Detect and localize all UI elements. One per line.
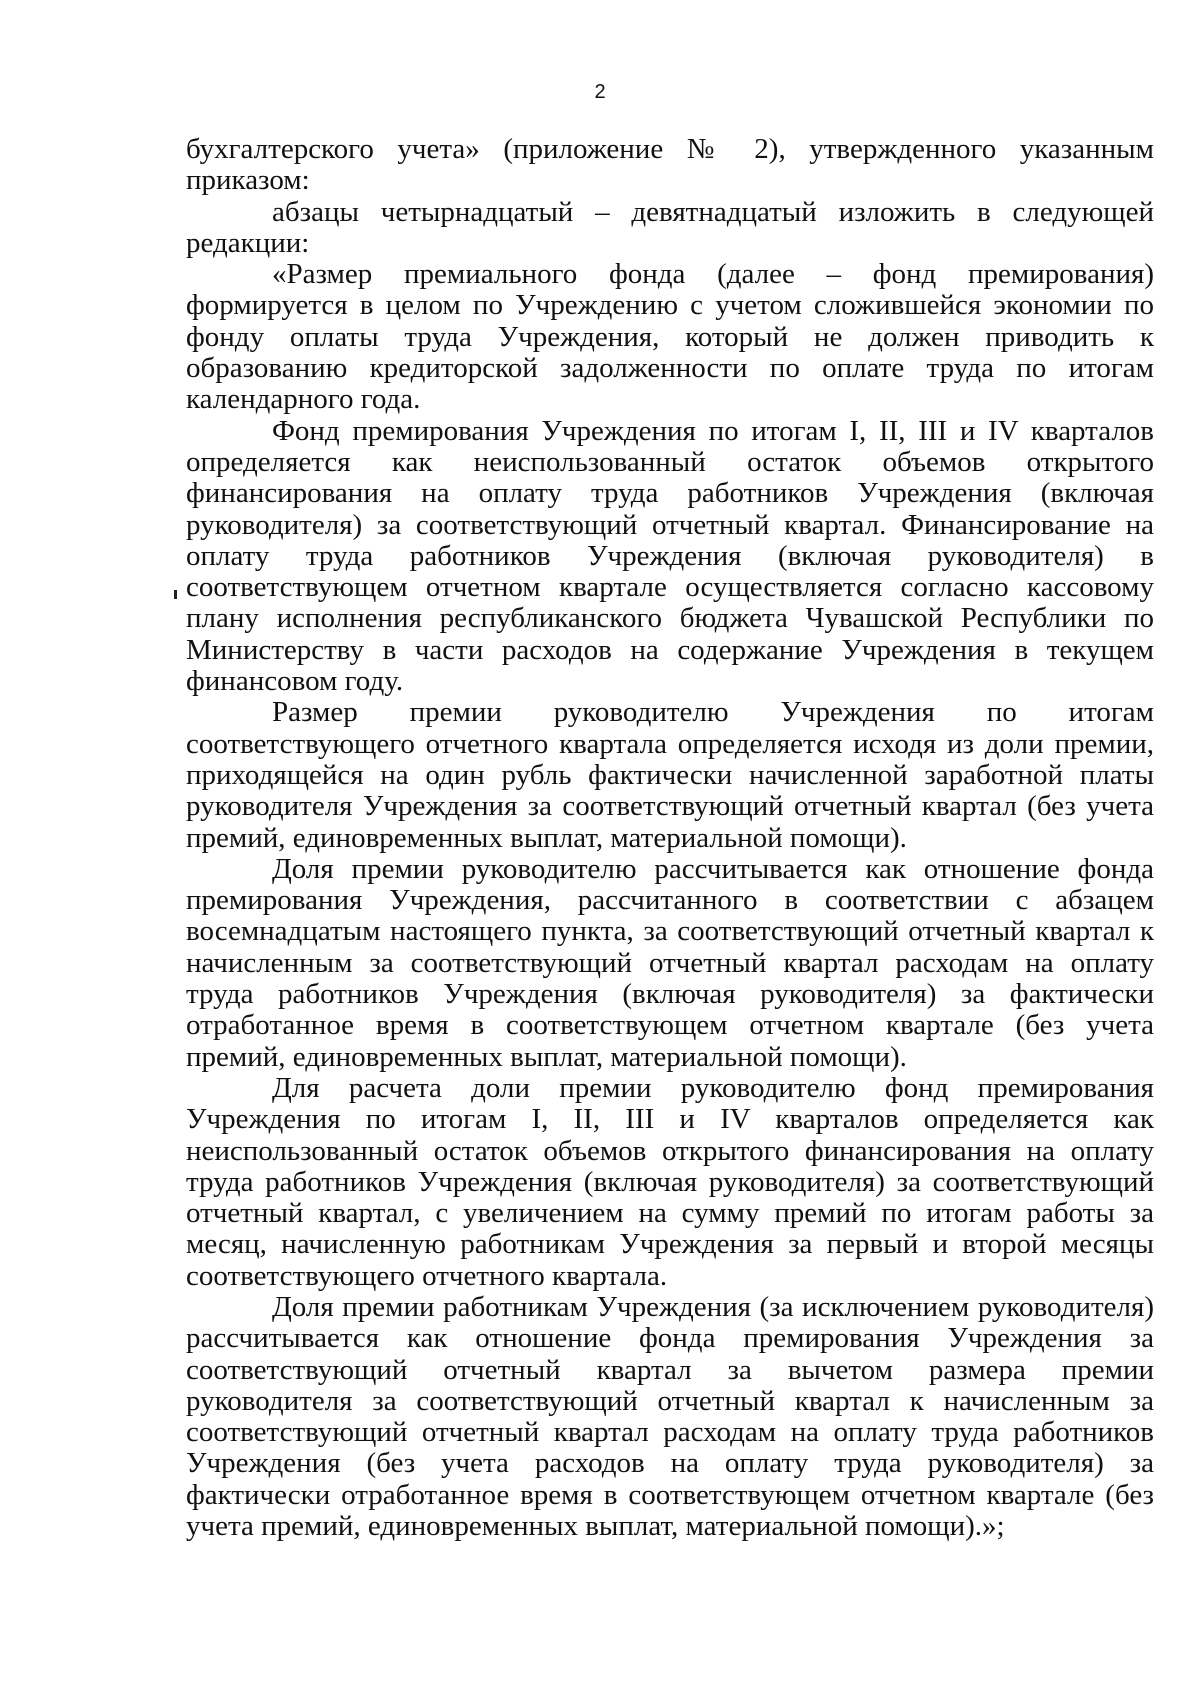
paragraph-head-share-calculation: Для расчета доли премии руководителю фонд премирования Учреждения по итогам I, II, III и IV кварталов определяется как неиспользованный остаток объемов открытого финансирования на оплату труда работников Учреждения (включая руководителя) за соответствующий отчетный квартал, с увеличением на сумму премий по итогам работы за месяц, начисленную работникам Учреждения за первый и второй месяцы соответствующего отчетного квартала. xyxy=(186,1071,1154,1292)
document-body xyxy=(186,134,1154,1542)
paragraph-bonus-fund-size: «Размер премиального фонда (далее – фонд премирования) формируется в целом по Учреждению с учетом сложившейся экономии по фонду оплаты труда Учреждения, который не должен приводить к образованию кредиторской задолженности по оплате труда по итогам календарного года. xyxy=(186,258,1154,416)
paragraph-instruction: абзацы четырнадцатый – девятнадцатый изложить в следующей редакции: xyxy=(186,195,1154,259)
page-number: 2 xyxy=(594,81,606,103)
paragraph-head-bonus-size: Размер премии руководителю Учреждения по итогам соответствующего отчетного квартала определяется исходя из доли премии, приходящейся на один рубль фактически начисленной заработной платы руководителя Учреждения за соответствующий отчетный квартал (без учета премий, единовременных выплат, материальной помощи). xyxy=(186,696,1154,854)
paragraph-staff-bonus-share: Доля премии работникам Учреждения (за исключением руководителя) рассчитывается как отношение фонда премирования Учреждения за соответствующий отчетный квартал за вычетом размера премии руководителя за соответствующий отчетный квартал к начисленным за соответствующий отчетный квартал расходам на оплату труда работников Учреждения (без учета расходов на оплату труда руководителя) за фактически отработанное время в соответствующем отчетном квартале (без учета премий, единовременных выплат, материальной помощи).»; xyxy=(186,1290,1154,1543)
scan-artifact-mark xyxy=(174,590,177,599)
paragraph-quarterly-bonus-fund: Фонд премирования Учреждения по итогам I, II, III и IV кварталов определяется как неиспользованный остаток объемов открытого финансирования на оплату труда работников Учреждения (включая руководителя) за соответствующий отчетный квартал. Финансирование на оплату труда работников Учреждения (включая руководителя) в соответствующем отчетном квартале осуществляется согласно кассовому плану исполнения республиканского бюджета Чувашской Республики по Министерству в части расходов на содержание Учреждения в текущем финансовом году. xyxy=(186,414,1154,698)
paragraph-head-bonus-share: Доля премии руководителю рассчитывается как отношение фонда премирования Учреждения, рассчитанного в соответствии с абзацем восемнадцатым настоящего пункта, за соответствующий отчетный квартал к начисленным за соответствующий отчетный квартал расходам на оплату труда работников Учреждения (включая руководителя) за фактически отработанное время в соответствующем отчетном квартале (без учета премий, единовременных выплат, материальной помощи). xyxy=(186,852,1154,1073)
paragraph-continuation: бухгалтерского учета» (приложение № 2), утвержденного указанным приказом: xyxy=(186,133,1154,197)
